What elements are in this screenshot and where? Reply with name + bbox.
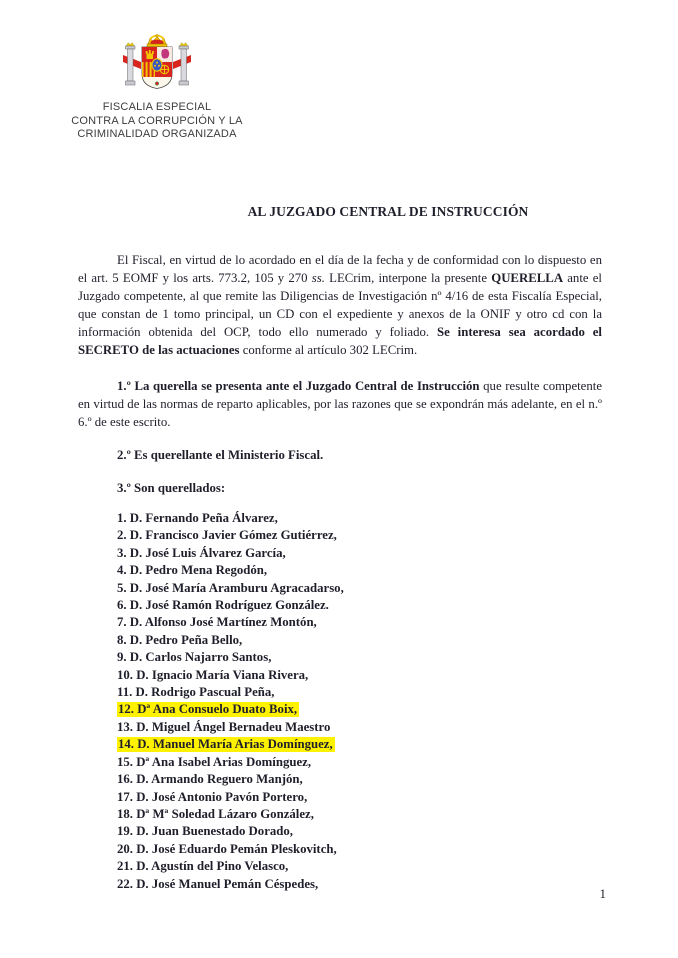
defendant-row [117, 562, 602, 579]
defendant-row [117, 580, 602, 597]
defendant-row [117, 614, 602, 631]
defendant-name: 9. D. Carlos Najarro Santos, [117, 650, 272, 665]
defendant-row [117, 701, 602, 718]
defendant-row [117, 632, 602, 649]
text-run: QUERELLA [491, 271, 564, 285]
defendant-name: 6. D. José Ramón Rodríguez González. [117, 598, 329, 613]
text-run: El Fiscal, en virtud de lo acordado en el día de la fecha y de conformidad con lo dispuesto en el art. 5 EOMF y los arts. 773.2, 105 y 270 [78, 253, 602, 285]
org-line-1: FISCALIA ESPECIAL [102, 101, 212, 113]
defendant-row [117, 510, 602, 527]
page-number: 1 [599, 886, 606, 901]
defendant-row [117, 545, 602, 562]
defendant-row [117, 667, 602, 684]
defendant-name: 5. D. José María Aramburu Agracadarso, [117, 580, 344, 595]
defendant-row [117, 771, 602, 788]
org-line-2: CONTRA LA CORRUPCIÓN Y LA [71, 114, 243, 127]
paragraph-intro [78, 251, 602, 359]
defendant-row [117, 754, 602, 771]
defendant-row [117, 858, 602, 875]
defendant-name: 10. D. Ignacio María Viana Rivera, [117, 667, 309, 682]
defendant-name: 18. Dª Mª Soledad Lázaro González, [117, 806, 314, 821]
defendant-name: 15. Dª Ana Isabel Arias Domínguez, [117, 754, 312, 769]
defendant-name: 20. D. José Eduardo Pemán Pleskovitch, [117, 841, 337, 856]
defendant-row [117, 719, 602, 736]
defendant-name-highlighted: 12. Dª Ana Consuelo Duato Boix, [118, 702, 298, 717]
defendant-name: 13. D. Miguel Ángel Bernadeu Maestro [117, 719, 331, 734]
document-body [78, 0, 602, 893]
defendants-list [78, 510, 602, 893]
defendant-name: 8. D. Pedro Peña Bello, [117, 632, 243, 647]
defendant-row [117, 876, 602, 893]
text-run: ante el Juzgado competente, al que remite las Diligencias de Investigación nº 4/16 de esta Fiscalía Especial, que constan de 1 tomo principal, un CD con el expediente y anexos de la ONIF y otro cd con la información obtenida del OCP, todo ello numerado y foliado. [78, 271, 602, 339]
defendant-row [117, 823, 602, 840]
defendant-name: 21. D. Agustín del Pino Velasco, [117, 859, 289, 874]
text-run: ss. [311, 271, 325, 285]
defendant-row [117, 806, 602, 823]
defendant-row [117, 527, 602, 544]
paragraph-point-2 [78, 446, 602, 464]
defendant-row [117, 736, 602, 753]
org-line-3: CRIMINALIDAD ORGANIZADA [77, 128, 237, 140]
text-run: que resulte competente en virtud de las normas de reparto aplicables, por las razones que se expondrán más adelante, en el n.º 6.º de este escrito. [78, 379, 602, 429]
defendant-name: 17. D. José Antonio Pavón Portero, [117, 789, 308, 804]
defendant-row [117, 841, 602, 858]
text-run: Se interesa sea acordado el SECRETO de las actuaciones [78, 325, 602, 357]
defendant-name: 22. D. José Manuel Pemán Céspedes, [117, 876, 319, 891]
defendant-name: 16. D. Armando Reguero Manjón, [117, 772, 303, 787]
text-run: conforme al artículo 302 LECrim. [239, 343, 418, 357]
defendant-name-highlighted: 14. D. Manuel María Arias Domínguez, [118, 737, 333, 752]
defendant-name: 7. D. Alfonso José Martínez Montón, [117, 615, 317, 630]
defendant-name: 1. D. Fernando Peña Álvarez, [117, 511, 278, 525]
text-run: LECrim, interpone la presente [324, 271, 492, 285]
text-run: 2.º Es querellante el Ministerio Fiscal. [117, 448, 324, 462]
text-run: 1.º La querella se presenta ante el Juzgado Central de Instrucción [117, 379, 480, 393]
defendant-row [117, 789, 602, 806]
paragraph-point-1 [78, 377, 602, 431]
paragraph-point-3 [78, 479, 602, 497]
defendant-name: 3. D. José Luis Álvarez García, [117, 545, 286, 560]
document-title: AL JUZGADO CENTRAL DE INSTRUCCIÓN [247, 204, 529, 219]
defendant-row [117, 684, 602, 701]
defendant-name: 11. D. Rodrigo Pascual Peña, [117, 685, 275, 700]
text-run: 3.º Son querellados: [117, 481, 226, 495]
defendant-name: 2. D. Francisco Javier Gómez Gutiérrez, [117, 528, 337, 543]
defendant-name: 19. D. Juan Buenestado Dorado, [117, 824, 293, 839]
defendant-row [117, 649, 602, 666]
defendant-row [117, 597, 602, 614]
defendant-name: 4. D. Pedro Mena Regodón, [117, 563, 268, 578]
